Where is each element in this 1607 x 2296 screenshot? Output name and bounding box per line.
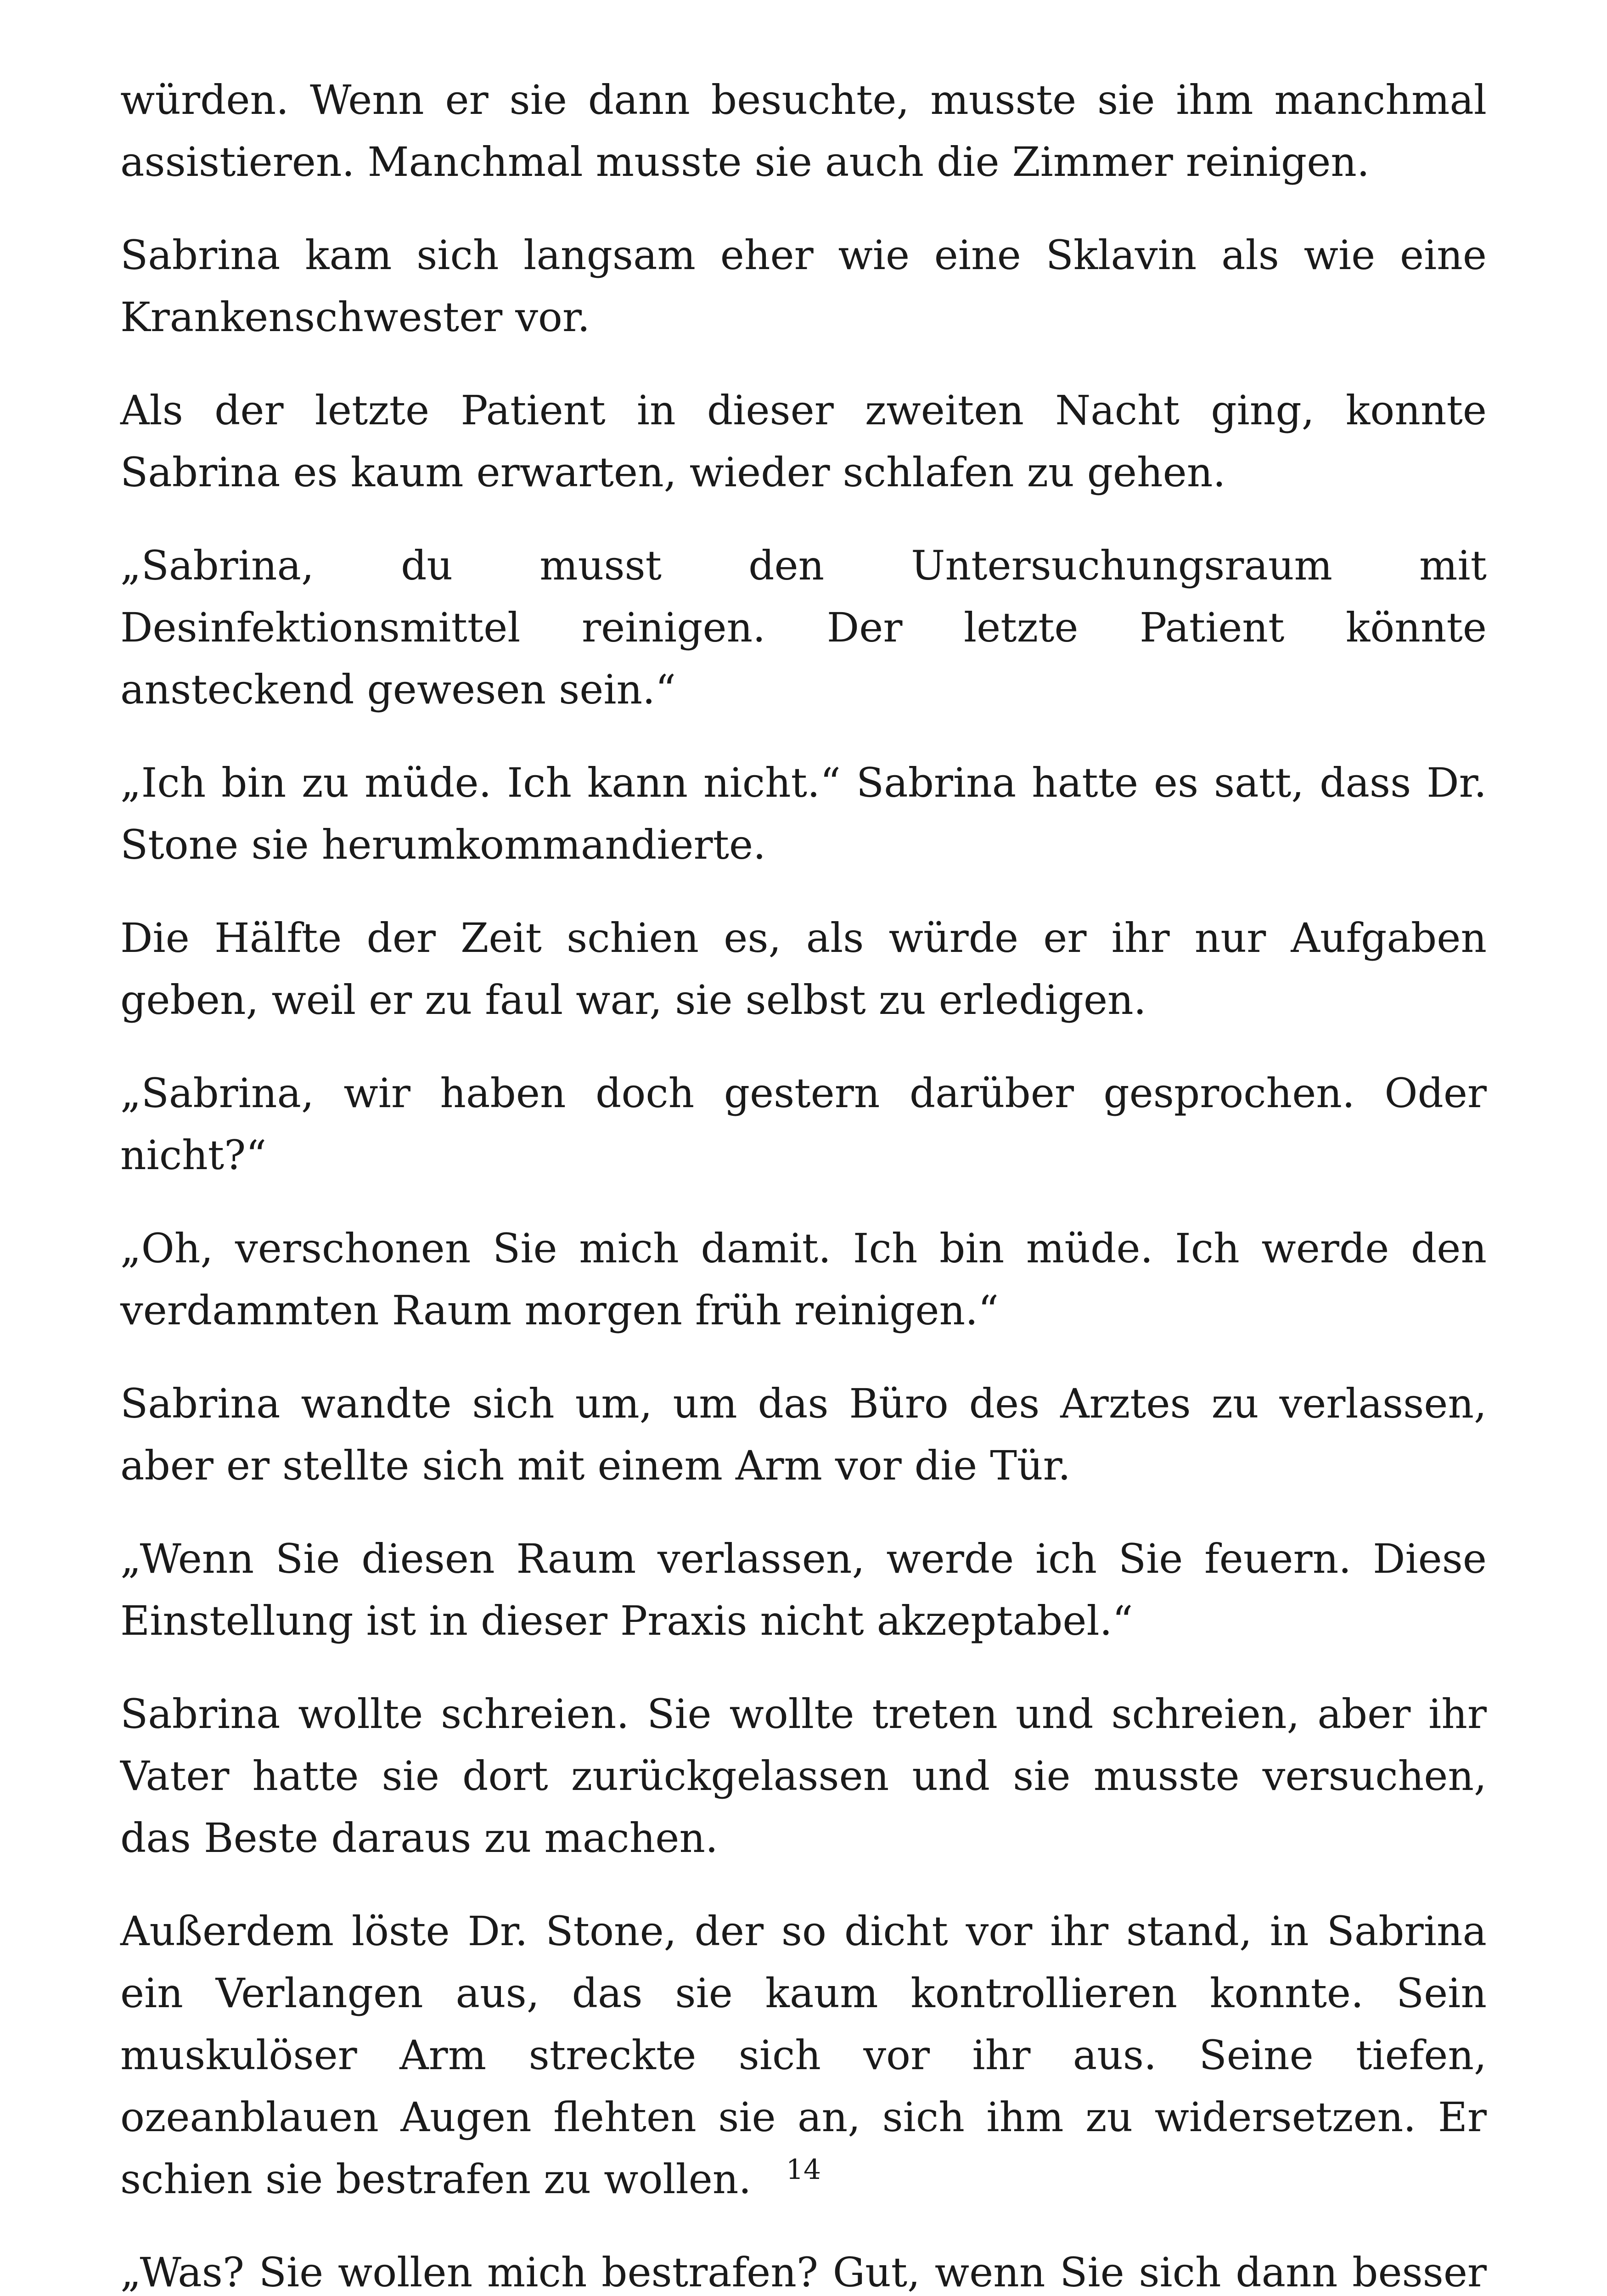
paragraph: Die Hälfte der Zeit schien es, als würde er ihr nur Aufgaben geben, weil er zu faul war, sie selbst zu erledigen. [120, 914, 1487, 1024]
paragraph: Sabrina wollte schreien. Sie wollte treten und schreien, aber ihr Vater hatte sie dort zurückgelassen und sie musste versuchen, das Beste daraus zu machen. [120, 1690, 1487, 1862]
paragraph: „Sabrina, du musst den Untersuchungsraum mit Desinfektionsmittel reinigen. Der letzte Patient könnte ansteckend gewesen sein.“ [120, 542, 1487, 713]
paragraph: „Wenn Sie diesen Raum verlassen, werde ich Sie feuern. Diese Einstellung ist in dieser Praxis nicht akzeptabel.“ [120, 1535, 1487, 1644]
body-text [120, 69, 1487, 2296]
paragraph: Sabrina kam sich langsam eher wie eine Sklavin als wie eine Krankenschwester vor. [120, 231, 1487, 341]
paragraph: „Ich bin zu müde. Ich kann nicht.“ Sabrina hatte es satt, dass Dr. Stone sie herumkommandierte. [120, 759, 1487, 868]
paragraph: Sabrina wandte sich um, um das Büro des Arztes zu verlassen, aber er stellte sich mit einem Arm vor die Tür. [120, 1380, 1487, 1489]
page-number: 14 [786, 2154, 821, 2186]
paragraph: „Was? Sie wollen mich bestrafen? Gut, wenn Sie sich dann besser [120, 2249, 1487, 2296]
paragraph: würden. Wenn er sie dann besuchte, musste sie ihm manchmal assistieren. Manchmal musste sie auch die Zimmer reinigen. [120, 76, 1487, 186]
paragraph: Als der letzte Patient in dieser zweiten Nacht ging, konnte Sabrina es kaum erwarten, wieder schlafen zu gehen. [120, 387, 1487, 496]
paragraph: „Oh, verschonen Sie mich damit. Ich bin müde. Ich werde den verdammten Raum morgen früh reinigen.“ [120, 1225, 1487, 1334]
paragraph: „Sabrina, wir haben doch gestern darüber gesprochen. Oder nicht?“ [120, 1069, 1487, 1179]
paragraph: Außerdem löste Dr. Stone, der so dicht vor ihr stand, in Sabrina ein Verlangen aus, das sie kaum kontrollieren konnte. Sein muskulöser Arm streckte sich vor ihr aus. Seine tiefen, ozeanblauen Augen flehten sie an, sich ihm zu widersetzen. Er schien sie bestrafen zu wollen. [120, 1908, 1487, 2203]
